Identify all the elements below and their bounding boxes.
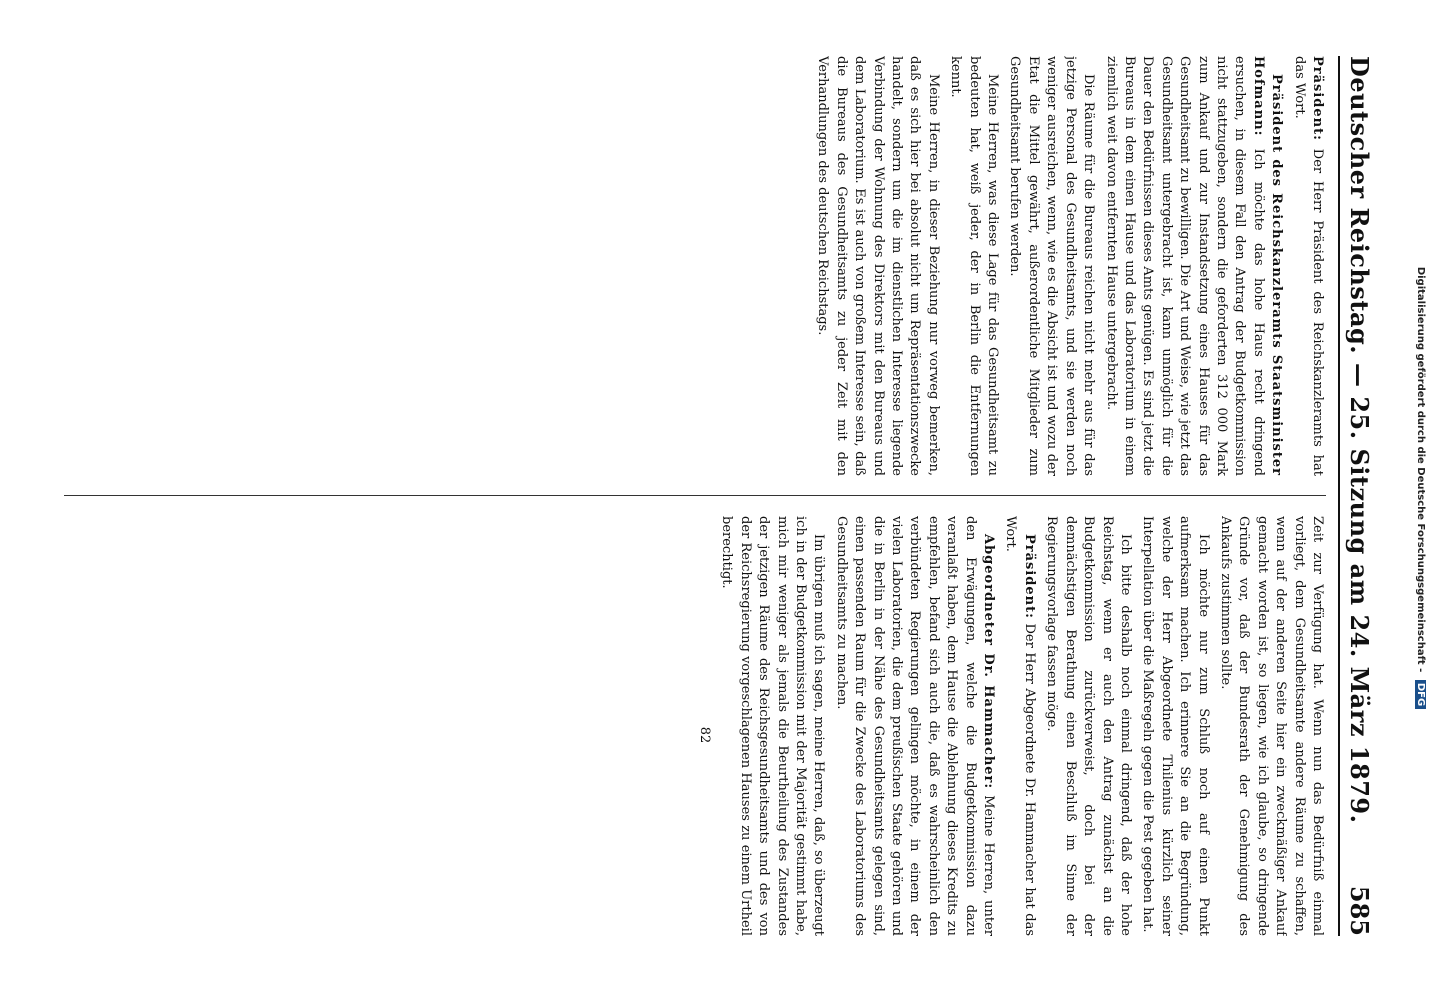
paragraph: Meine Herren, in dieser Beziehung nur vorweg bemerken, daß es sich hier bei absolut nicht um Repräsentationszwecke handelt, sondern um die im dienstlichen Interesse liegende Verbindung der Wohnung des Direktors mit den Bureaus und dem Laboratorium. Es ist auch von großem Interesse sein, daß die Bureaus des Gesundheitsamts zu jeder Zeit mit den Verhandlungen des deutschen Reichstags.	[815, 56, 941, 476]
paragraph: Ich möchte nur zum Schluß noch auf einen Punkt aufmerksam machen. Ich erinnere Sie an die Begründung, welche der Herr Abgeordnete Thilenius kürzlich seiner Interpellation über die Maßregeln gegen die Pest gegeben hat.	[1140, 516, 1211, 936]
column-divider	[64, 495, 1326, 496]
paragraph	[1001, 516, 1038, 936]
running-header	[1338, 56, 1378, 936]
paragraph	[831, 516, 997, 936]
credit-text-wrapper	[1415, 38, 1426, 938]
paragraph	[1289, 56, 1326, 476]
column-left	[64, 56, 1326, 476]
credit-text: Digitalisierung gefördert durch die Deutsche Forschungsgemeinschaft -	[1415, 266, 1426, 673]
dfg-logo: DFG	[1415, 680, 1426, 709]
paragraph: Die Räume für die Bureaus reichen nicht mehr aus für das jetzige Personal des Gesundheitsamts, und sie werden noch weniger ausreichen, wenn, wie es die Absicht ist und wozu der Etat die Mittel gewährt, außerordentliche Mitglieder zum Gesundheitsamt berufen werden.	[1007, 56, 1097, 476]
column-right	[64, 516, 1326, 936]
paragraph: Im übrigen muß ich sagen, meine Herren, daß, so überzeugt ich in der Budgetkommission mit der Majorität gestimmt habe, mich mir weniger als jemals die Beurtheilung des Zustandes der jetzigen Räume des Reichsgesundheitsamts und des von der Reichsregierung vorgeschlagenen Hauses zu einem Urtheil berechtigt.	[719, 516, 827, 936]
signature-mark: 82	[697, 726, 712, 744]
digitization-credit	[1410, 38, 1426, 938]
page-scan	[58, 56, 1378, 936]
paragraph	[1101, 56, 1285, 476]
paragraph-text: Ich möchte das hohe Haus recht dringend ersuchen, in diesem Fall den Antrag der Budgetkommission nicht stattzugeben, sondern die geforderten 312 000 Mark zum Ankauf und zur Instandsetzung eines Hauses für das Gesundheitsamt zu bewilligen. Die Art und Weise, wie jetzt das Gesundheitsamt untergebracht ist, kann unmöglich für die Dauer den Bedürfnissen dieses Amts genügen. Es sind jetzt die Bureaus in dem einen Hause und das Laboratorium in einem ziemlich weit davon entfernten Hause untergebracht.	[1103, 56, 1266, 476]
header-title: Deutscher Reichstag. — 25. Sitzung am 24. März 1879.	[1345, 56, 1374, 824]
speaker-label: Präsident:	[1310, 56, 1325, 141]
paragraph: Ich bitte deshalb noch einmal dringend, daß der hohe Reichstag, wenn er auch den Antrag zunächst an die Budgetkommission zurückverweist, doch bei der demnächstigen Berathung einen Beschluß im Sinne der Regierungsvorlage fassen möge.	[1044, 516, 1133, 936]
speaker-label: Präsident:	[1021, 534, 1037, 619]
paragraph-text: Der Herr Abgeordnete Dr. Hammacher hat das Wort.	[1003, 516, 1037, 936]
speaker-label: Präsident des Reichskanzleramts Staatsminister Hofmann:	[1250, 56, 1285, 476]
paragraph-text: Meine Herren, unter den Erwägungen, welche die Budgetkommission dazu veranlaßt haben, dem Hause die Ablehnung dieses Kredits zu empfehlen, befand sich auch die, daß es wahrscheinlich den verbündeten Regierungen gelingen möchte, in einem der vielen Laboratorien, die dem preußischen Staate gehören und die in Berlin in der Nähe des Gesundheitsamts gelegen sind, einen passenden Raum für die Zwecke des Laboratoriums des Gesundheitsamts zu machen.	[833, 516, 997, 936]
paragraph-text: Der Herr Präsident des Reichskanzleramts hat das Wort.	[1291, 56, 1325, 476]
paragraph: Zeit zur Verfügung hat. Wenn nun das Bedürfniß einmal vorliegt, dem Gesundheitsamte andere Räume zu schaffen, wenn auf der anderen Seite hier ein zweckmäßiger Ankauf gemacht worden ist, so liegen, wie ich glaube, so dringende Gründe vor, daß der Bundesrath der Genehmigung des Ankaufs zustimmen sollte.	[1217, 516, 1325, 936]
speaker-label: Abgeordneter Dr. Hammacher:	[981, 534, 997, 790]
paragraph: Meine Herren, was diese Lage für das Gesundheitsamt zu bedeuten hat, weiß jeder, der in Berlin die Entfernungen kennt.	[948, 56, 1001, 476]
page-number: 585	[1345, 885, 1374, 936]
rotated-page	[58, 56, 1378, 936]
